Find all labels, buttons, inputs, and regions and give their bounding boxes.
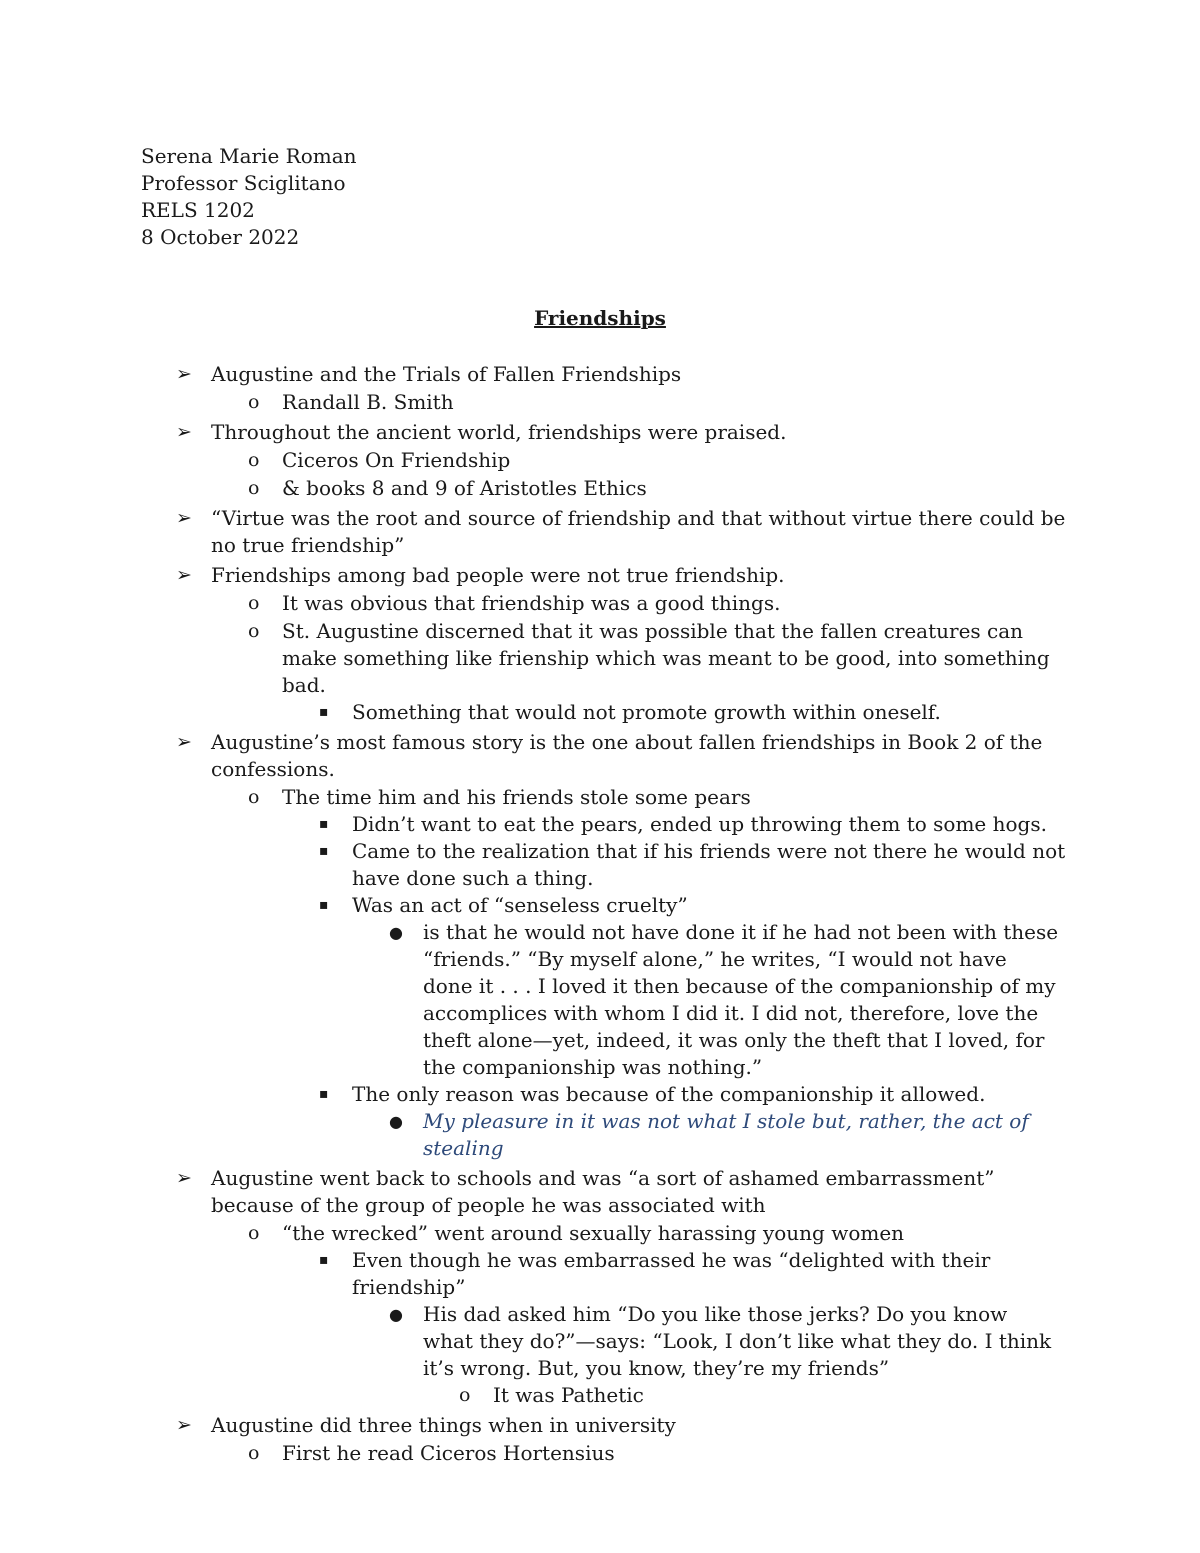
outline-item-text: It was Pathetic — [493, 1383, 644, 1407]
course-code: RELS 1202 — [141, 198, 255, 222]
square-bullet-icon: ▪ — [319, 1252, 329, 1268]
outline-item-text: Didn’t want to eat the pears, ended up throwing them to some hogs. — [352, 812, 1047, 836]
outline-item — [0, 419, 1200, 446]
document-header — [141, 143, 357, 251]
outline-item-text: Ciceros On Friendship — [282, 448, 511, 472]
outline-item — [0, 361, 1200, 388]
arrow-bullet-icon: ➢ — [176, 1414, 192, 1436]
outline-item — [0, 1081, 1200, 1108]
outline-item — [0, 1440, 1200, 1467]
outline-item-text: His dad asked him “Do you like those jerks? Do you know what they do?”—says: “Look, I don’t like what they do. I think it’s wrong. But, you know, they’re my friends” — [423, 1302, 1052, 1380]
document-title: Friendships — [534, 306, 666, 330]
outline-item-text: Came to the realization that if his friends were not there he would not have done such a thing. — [352, 839, 1066, 890]
circle-bullet-icon: o — [248, 620, 260, 642]
outline-item — [0, 919, 1200, 1081]
outline-item-text: Something that would not promote growth within oneself. — [352, 700, 941, 724]
dot-bullet-icon: ● — [389, 1305, 403, 1324]
outline-item-text: Was an act of “senseless cruelty” — [352, 893, 688, 917]
square-bullet-icon: ▪ — [319, 816, 329, 832]
outline-item — [0, 590, 1200, 617]
dot-bullet-icon: ● — [389, 923, 403, 942]
outline-item — [0, 505, 1200, 559]
circle-bullet-icon: o — [248, 477, 260, 499]
arrow-bullet-icon: ➢ — [176, 564, 192, 586]
outline-item — [0, 447, 1200, 474]
outline-item — [0, 1382, 1200, 1409]
outline-item — [0, 1165, 1200, 1219]
dot-bullet-icon: ● — [389, 1112, 403, 1131]
square-bullet-icon: ▪ — [319, 843, 329, 859]
circle-bullet-icon: o — [248, 592, 260, 614]
outline-item — [0, 1220, 1200, 1247]
arrow-bullet-icon: ➢ — [176, 363, 192, 385]
square-bullet-icon: ▪ — [319, 704, 329, 720]
outline-item-text: Augustine’s most famous story is the one about fallen friendships in Book 2 of the confessions. — [211, 730, 1043, 781]
circle-bullet-icon: o — [248, 786, 260, 808]
outline-item-text: Even though he was embarrassed he was “delighted with their friendship” — [352, 1248, 991, 1299]
outline-item — [0, 389, 1200, 416]
outline-item — [0, 838, 1200, 892]
outline-item — [0, 562, 1200, 589]
outline-item — [0, 1108, 1200, 1162]
outline-item-text: & books 8 and 9 of Aristotles Ethics — [282, 476, 647, 500]
square-bullet-icon: ▪ — [319, 897, 329, 913]
outline-item-text: The only reason was because of the companionship it allowed. — [352, 1082, 986, 1106]
outline-item-text: Augustine did three things when in university — [211, 1413, 676, 1437]
outline-item — [0, 618, 1200, 699]
arrow-bullet-icon: ➢ — [176, 731, 192, 753]
outline-item-text: Augustine and the Trials of Fallen Friendships — [211, 362, 682, 386]
outline-item — [0, 729, 1200, 783]
outline-item-text: Friendships among bad people were not true friendship. — [211, 563, 785, 587]
outline-item-text: Randall B. Smith — [282, 390, 454, 414]
outline-item — [0, 475, 1200, 502]
circle-bullet-icon: o — [248, 449, 260, 471]
outline-item — [0, 892, 1200, 919]
circle-bullet-icon: o — [248, 391, 260, 413]
arrow-bullet-icon: ➢ — [176, 421, 192, 443]
outline-item — [0, 1301, 1200, 1382]
outline-item-text: St. Augustine discerned that it was possible that the fallen creatures can make something like frienship which was meant to be good, into something bad. — [282, 619, 1050, 697]
arrow-bullet-icon: ➢ — [176, 507, 192, 529]
outline-item-text: Throughout the ancient world, friendships were praised. — [211, 420, 787, 444]
professor-name: Professor Sciglitano — [141, 171, 346, 195]
square-bullet-icon: ▪ — [319, 1086, 329, 1102]
outline-item-text: “the wrecked” went around sexually harassing young women — [282, 1221, 905, 1245]
outline-item — [0, 784, 1200, 811]
outline-item-quote: My pleasure in it was not what I stole but, rather, the act of stealing — [423, 1109, 1029, 1160]
circle-bullet-icon: o — [248, 1442, 260, 1464]
outline-item-text: is that he would not have done it if he had not been with these “friends.” “By myself alone,” he writes, “I would not have done it . . . I loved it then because of the companionship of my accomplices with whom I did it. I did not, therefore, love the theft alone—yet, indeed, it was only the theft that I loved, for the companionship was nothing.” — [423, 920, 1059, 1079]
circle-bullet-icon: o — [459, 1384, 471, 1406]
outline-item — [0, 811, 1200, 838]
outline-list — [0, 358, 1200, 1467]
document-date: 8 October 2022 — [141, 225, 300, 249]
outline-item — [0, 699, 1200, 726]
outline-item-text: It was obvious that friendship was a good things. — [282, 591, 781, 615]
author-name: Serena Marie Roman — [141, 144, 357, 168]
outline-item-text: First he read Ciceros Hortensius — [282, 1441, 615, 1465]
outline-item — [0, 1412, 1200, 1439]
circle-bullet-icon: o — [248, 1222, 260, 1244]
outline-item-text: The time him and his friends stole some pears — [282, 785, 751, 809]
arrow-bullet-icon: ➢ — [176, 1167, 192, 1189]
outline-item-text: “Virtue was the root and source of friendship and that without virtue there could be no true friendship” — [211, 506, 1066, 557]
outline-item — [0, 1247, 1200, 1301]
outline-item-text: Augustine went back to schools and was “a sort of ashamed embarrassment” because of the group of people he was associated with — [211, 1166, 995, 1217]
